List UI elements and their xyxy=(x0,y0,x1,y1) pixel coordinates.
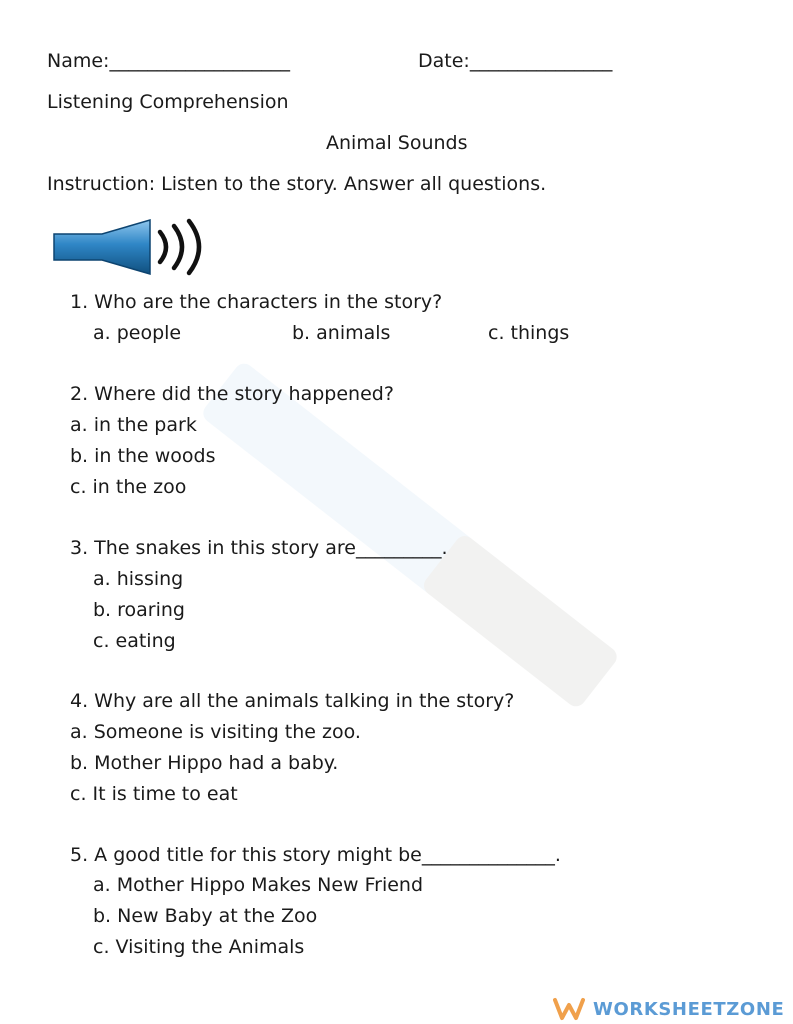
question-1-option-a: a. people xyxy=(93,322,182,344)
question-1-option-c: c. things xyxy=(488,322,570,344)
question-2-option-c: c. in the zoo xyxy=(70,476,187,498)
question-3-text: 3. The snakes in this story are_________. xyxy=(70,537,448,559)
question-4-text: 4. Why are all the animals talking in the story? xyxy=(70,690,515,712)
instruction-text: Instruction: Listen to the story. Answer all questions. xyxy=(47,173,547,195)
page-title: Animal Sounds xyxy=(326,132,468,154)
question-5-text: 5. A good title for this story might be______________. xyxy=(70,844,561,866)
question-1-text: 1. Who are the characters in the story? xyxy=(70,291,443,313)
question-2-option-b: b. in the woods xyxy=(70,445,216,467)
subject-heading: Listening Comprehension xyxy=(47,91,289,113)
question-4-option-b: b. Mother Hippo had a baby. xyxy=(70,752,339,774)
footer-brand-text: WORKSHEETZONE xyxy=(593,998,785,1020)
question-1-option-b: b. animals xyxy=(292,322,391,344)
question-3-option-c: c. eating xyxy=(93,630,176,652)
question-3-option-a: a. hissing xyxy=(93,568,184,590)
speaker-icon xyxy=(52,218,232,276)
question-5-option-a: a. Mother Hippo Makes New Friend xyxy=(93,874,424,896)
question-4-option-c: c. It is time to eat xyxy=(70,783,238,805)
worksheetzone-logo-icon xyxy=(553,997,585,1021)
date-field-label: Date:_______________ xyxy=(418,50,613,72)
question-2-text: 2. Where did the story happened? xyxy=(70,383,394,405)
question-2-option-a: a. in the park xyxy=(70,414,197,436)
footer-logo xyxy=(553,996,784,1022)
question-3-option-b: b. roaring xyxy=(93,599,185,621)
question-5-option-c: c. Visiting the Animals xyxy=(93,936,305,958)
question-5-option-b: b. New Baby at the Zoo xyxy=(93,905,318,927)
question-4-option-a: a. Someone is visiting the zoo. xyxy=(70,721,361,743)
name-field-label: Name:___________________ xyxy=(47,50,290,72)
